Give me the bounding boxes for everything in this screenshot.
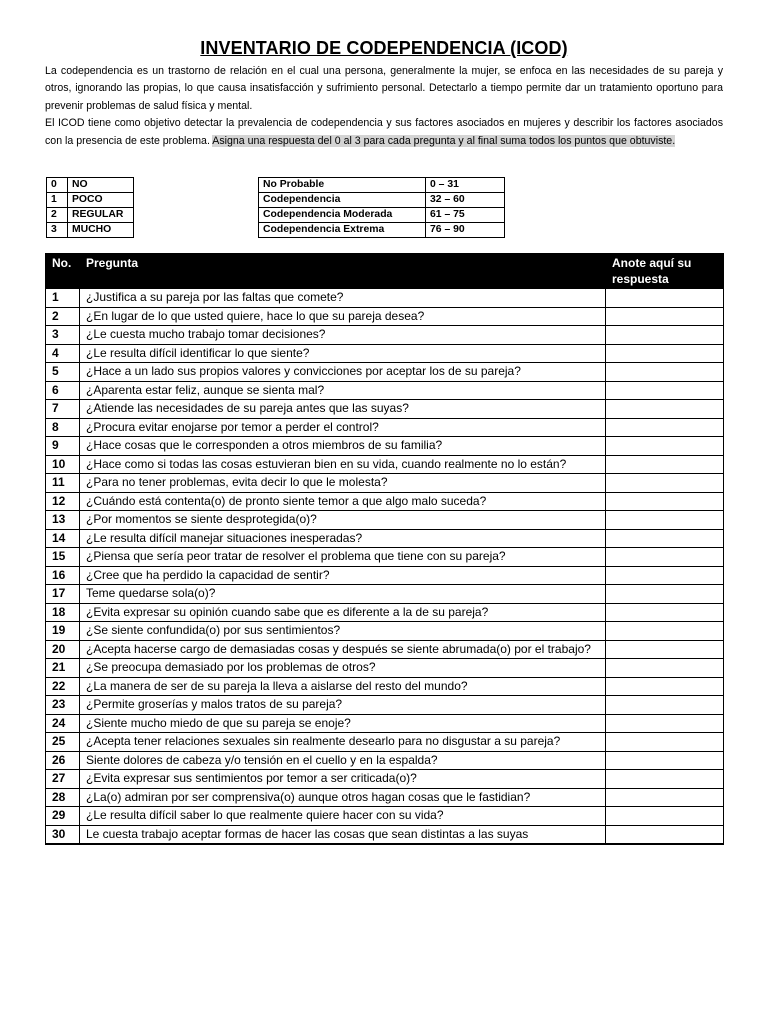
answer-cell[interactable] [606, 807, 724, 826]
question-text: ¿Evita expresar su opinión cuando sabe que es diferente a la de su pareja? [80, 603, 606, 622]
answer-cell[interactable] [606, 733, 724, 752]
range-row [259, 178, 505, 193]
question-text: Siente dolores de cabeza y/o tensión en el cuello y en la espalda? [80, 751, 606, 770]
question-number: 22 [46, 677, 80, 696]
question-text: ¿Le resulta difícil manejar situaciones inesperadas? [80, 529, 606, 548]
question-text: ¿Le cuesta mucho trabajo tomar decisiones? [80, 326, 606, 345]
questions-table [45, 253, 724, 859]
question-row [46, 344, 724, 363]
question-row [46, 529, 724, 548]
question-number: 13 [46, 511, 80, 530]
intro-paragraph-2-text: El ICOD tiene como objetivo detectar la prevalencia de codependencia y sus factores asociados en mujeres y describir los factores asociados con la presencia de este problema. [45, 117, 723, 147]
scale-number: 2 [47, 208, 68, 223]
question-text: ¿Evita expresar sus sentimientos por temor a ser criticada(o)? [80, 770, 606, 789]
question-number: 3 [46, 326, 80, 345]
question-row [46, 381, 724, 400]
question-text: ¿Permite groserías y malos tratos de su pareja? [80, 696, 606, 715]
question-text: ¿La(o) admiran por ser comprensiva(o) aunque otros hagan cosas que le fastidian? [80, 788, 606, 807]
question-row [46, 474, 724, 493]
question-number: 2 [46, 307, 80, 326]
answer-cell[interactable] [606, 770, 724, 789]
question-number: 24 [46, 714, 80, 733]
question-text: Teme quedarse sola(o)? [80, 585, 606, 604]
question-row [46, 566, 724, 585]
answer-cell[interactable] [606, 511, 724, 530]
question-text: ¿Se preocupa demasiado por los problemas de otros? [80, 659, 606, 678]
question-text: ¿Acepta hacerse cargo de demasiadas cosas y después se siente abrumada(o) por el trabajo? [80, 640, 606, 659]
question-row [46, 788, 724, 807]
answer-cell[interactable] [606, 344, 724, 363]
range-value: 32 – 60 [426, 193, 505, 208]
answer-cell[interactable] [606, 289, 724, 308]
range-value: 76 – 90 [426, 223, 505, 238]
question-row [46, 511, 724, 530]
answer-cell[interactable] [606, 400, 724, 419]
answer-cell[interactable] [606, 566, 724, 585]
answer-cell[interactable] [606, 677, 724, 696]
question-row [46, 807, 724, 826]
question-row [46, 825, 724, 844]
scale-row [47, 223, 134, 238]
scale-label: REGULAR [68, 208, 134, 223]
range-value: 0 – 31 [426, 178, 505, 193]
question-number: 8 [46, 418, 80, 437]
intro-paragraph-2 [45, 115, 723, 150]
answer-cell[interactable] [606, 437, 724, 456]
answer-cell[interactable] [606, 418, 724, 437]
question-number: 28 [46, 788, 80, 807]
question-number: 23 [46, 696, 80, 715]
question-row [46, 289, 724, 308]
question-row [46, 640, 724, 659]
header-answer: Anote aquí su respuesta [606, 254, 724, 289]
answer-cell[interactable] [606, 622, 724, 641]
question-text: ¿Le resulta difícil identificar lo que siente? [80, 344, 606, 363]
answer-cell[interactable] [606, 381, 724, 400]
scale-row [47, 193, 134, 208]
question-number: 20 [46, 640, 80, 659]
range-label: No Probable [259, 178, 426, 193]
scale-label: POCO [68, 193, 134, 208]
question-number: 19 [46, 622, 80, 641]
instruction-highlight: Asigna una respuesta del 0 al 3 para cada pregunta y al final suma todos los puntos que obtuviste. [212, 134, 676, 147]
answer-cell[interactable] [606, 788, 724, 807]
range-row [259, 223, 505, 238]
question-number: 10 [46, 455, 80, 474]
answer-cell[interactable] [606, 326, 724, 345]
question-text: ¿Se siente confundida(o) por sus sentimientos? [80, 622, 606, 641]
question-text: ¿Justifica a su pareja por las faltas que comete? [80, 289, 606, 308]
question-text: Le cuesta trabajo aceptar formas de hacer las cosas que sean distintas a las suyas [80, 825, 606, 844]
header-question: Pregunta [80, 254, 606, 289]
intro-paragraph-1: La codependencia es un trastorno de relación en el cual una persona, generalmente la mujer, se enfoca en las necesidades de su pareja y otros, ignorando las propias, lo que causa insatisfacción y sufrimiento personal. Detectarlo a tiempo permite dar un tratamiento oportuno para prevenir problemas de salud física y mental. [45, 65, 723, 112]
question-text: ¿Siente mucho miedo de que su pareja se enoje? [80, 714, 606, 733]
question-number: 26 [46, 751, 80, 770]
range-value: 61 – 75 [426, 208, 505, 223]
answer-cell[interactable] [606, 640, 724, 659]
question-text: ¿Le resulta difícil saber lo que realmente quiere hacer con su vida? [80, 807, 606, 826]
answer-cell[interactable] [606, 492, 724, 511]
range-row [259, 208, 505, 223]
question-row [46, 307, 724, 326]
question-row [46, 659, 724, 678]
question-number: 17 [46, 585, 80, 604]
question-text: ¿Por momentos se siente desprotegida(o)? [80, 511, 606, 530]
question-number: 4 [46, 344, 80, 363]
question-row [46, 770, 724, 789]
header-no: No. [46, 254, 80, 289]
answer-cell[interactable] [606, 474, 724, 493]
question-text: ¿Aparenta estar feliz, aunque se sienta mal? [80, 381, 606, 400]
scale-row [47, 178, 134, 193]
answer-cell[interactable] [606, 714, 724, 733]
question-number: 1 [46, 289, 80, 308]
question-text: ¿Hace cosas que le corresponden a otros miembros de su familia? [80, 437, 606, 456]
range-label: Codependencia Extrema [259, 223, 426, 238]
scale-row [47, 208, 134, 223]
question-number: 15 [46, 548, 80, 567]
question-row [46, 677, 724, 696]
question-row [46, 622, 724, 641]
scale-number: 0 [47, 178, 68, 193]
question-row [46, 733, 724, 752]
score-ranges-table [258, 177, 505, 238]
total-blank-cell: TOTAL [46, 844, 606, 845]
answer-cell[interactable] [606, 825, 724, 844]
answer-cell[interactable] [606, 363, 724, 382]
question-number: 7 [46, 400, 80, 419]
question-number: 29 [46, 807, 80, 826]
question-number: 11 [46, 474, 80, 493]
answer-cell[interactable] [606, 751, 724, 770]
question-row [46, 400, 724, 419]
question-number: 30 [46, 825, 80, 844]
question-number: 12 [46, 492, 80, 511]
question-number: 16 [46, 566, 80, 585]
question-number: 25 [46, 733, 80, 752]
questions-header-row [46, 254, 724, 289]
answer-cell[interactable] [606, 307, 724, 326]
question-row [46, 492, 724, 511]
question-row [46, 696, 724, 715]
answer-cell[interactable] [606, 548, 724, 567]
answer-scale-table [46, 177, 134, 238]
question-number: 5 [46, 363, 80, 382]
question-row [46, 455, 724, 474]
question-text: ¿Cree que ha perdido la capacidad de sentir? [80, 566, 606, 585]
range-label: Codependencia [259, 193, 426, 208]
question-number: 27 [46, 770, 80, 789]
total-answer-cell[interactable] [606, 844, 724, 845]
question-text: ¿Cuándo está contenta(o) de pronto siente temor a que algo malo suceda? [80, 492, 606, 511]
answer-cell[interactable] [606, 529, 724, 548]
scale-label: NO [68, 178, 134, 193]
question-number: 21 [46, 659, 80, 678]
question-text: ¿En lugar de lo que usted quiere, hace lo que su pareja desea? [80, 307, 606, 326]
answer-cell[interactable] [606, 603, 724, 622]
answer-cell[interactable] [606, 455, 724, 474]
question-row [46, 751, 724, 770]
range-row [259, 193, 505, 208]
scale-number: 1 [47, 193, 68, 208]
question-text: ¿Piensa que sería peor tratar de resolver el problema que tiene con su pareja? [80, 548, 606, 567]
question-text: ¿Para no tener problemas, evita decir lo que le molesta? [80, 474, 606, 493]
question-number: 14 [46, 529, 80, 548]
question-text: ¿Atiende las necesidades de su pareja antes que las suyas? [80, 400, 606, 419]
question-text: ¿Hace como si todas las cosas estuvieran bien en su vida, cuando realmente no lo están? [80, 455, 606, 474]
question-number: 9 [46, 437, 80, 456]
question-number: 18 [46, 603, 80, 622]
document-title: INVENTARIO DE CODEPENDENCIA (ICOD) [200, 38, 568, 58]
answer-cell[interactable] [606, 696, 724, 715]
question-text: ¿La manera de ser de su pareja la lleva a aislarse del resto del mundo? [80, 677, 606, 696]
question-number: 6 [46, 381, 80, 400]
question-row [46, 326, 724, 345]
question-row [46, 363, 724, 382]
question-text: ¿Acepta tener relaciones sexuales sin realmente desearlo para no disgustar a su pareja? [80, 733, 606, 752]
question-text: ¿Procura evitar enojarse por temor a perder el control? [80, 418, 606, 437]
total-row [46, 844, 724, 845]
range-label: Codependencia Moderada [259, 208, 426, 223]
question-row [46, 585, 724, 604]
document-page [45, 38, 723, 859]
question-text: ¿Hace a un lado sus propios valores y convicciones por aceptar los de su pareja? [80, 363, 606, 382]
question-row [46, 714, 724, 733]
scale-number: 3 [47, 223, 68, 238]
answer-cell[interactable] [606, 585, 724, 604]
question-row [46, 603, 724, 622]
question-row [46, 437, 724, 456]
question-row [46, 548, 724, 567]
question-row [46, 418, 724, 437]
answer-cell[interactable] [606, 659, 724, 678]
scale-label: MUCHO [68, 223, 134, 238]
